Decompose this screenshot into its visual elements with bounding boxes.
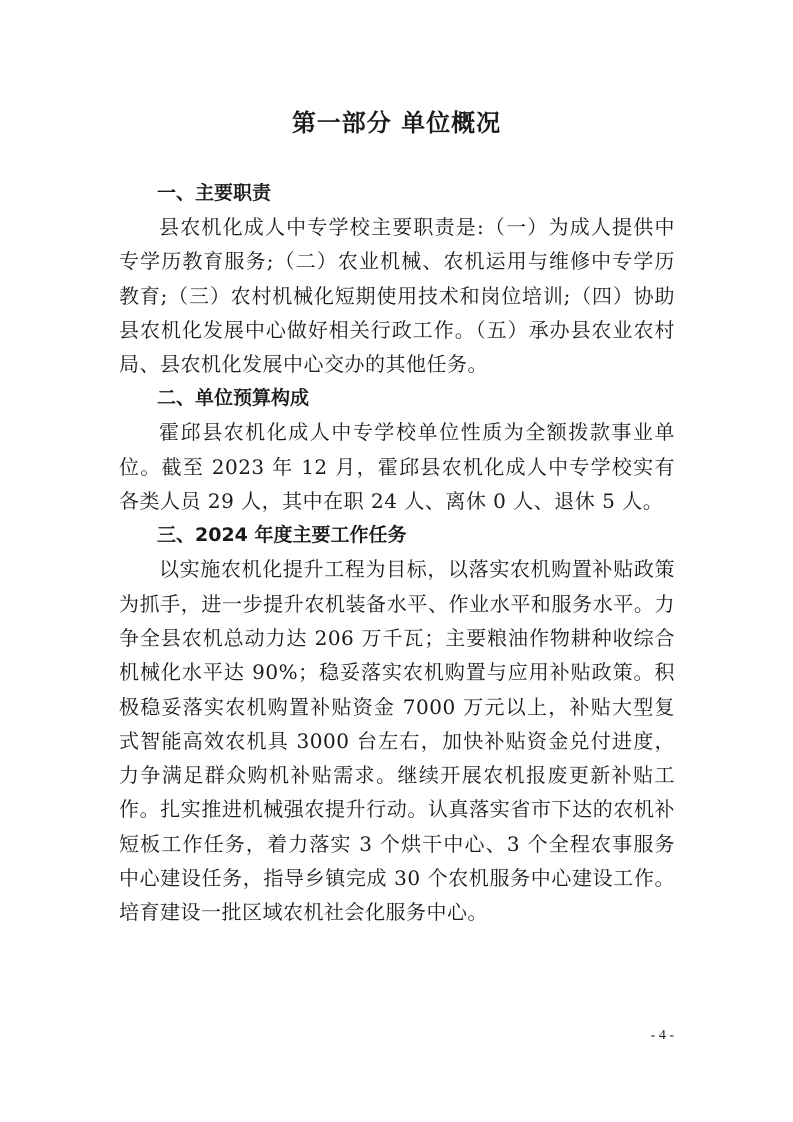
page-number: - 4 - xyxy=(650,1028,674,1043)
section-work-tasks xyxy=(119,518,675,929)
section-paragraph: 县农机化成人中专学校主要职责是:（一）为成人提供中专学历教育服务;（二）农业机械、农机运用与维修中专学历教育;（三）农村机械化短期使用技术和岗位培训;（四）协助县农机化发展中心做好相关行政工作。（五）承办县农业农村局、县农机化发展中心交办的其他任务。 xyxy=(119,215,675,377)
section-heading: 三、2024 年度主要工作任务 xyxy=(157,524,407,547)
document-body xyxy=(119,176,675,930)
section-paragraph: 霍邱县农机化成人中专学校单位性质为全额拨款事业单位。截至 2023 年 12 月，霍邱县农机化成人中专学校实有各类人员 29 人，其中在职 24 人、离休 0 人、退休 5 人。 xyxy=(119,420,675,514)
section-budget-composition xyxy=(119,381,675,518)
section-paragraph: 以实施农机化提升工程为目标，以落实农机购置补贴政策为抓手，进一步提升农机装备水平、作业水平和服务水平。力争全县农机总动力达 206 万千瓦；主要粮油作物耕种收综合机械化水平达 90%；稳妥落实农机购置与应用补贴政策。积极稳妥落实农机购置补贴资金 7000 万元以上，补贴大型复式智能高效农机具 3000 台左右，加快补贴资金兑付进度，力争满足群众购机补贴需求。继续开展农机报废更新补贴工作。扎实推进机械强农提升行动。认真落实省市下达的农机补短板工作任务，着力落实 3 个烘干中心、3 个全程农事服务中心建设任务，指导乡镇完成 30 个农机服务中心建设工作。培育建设一批区域农机社会化服务中心。 xyxy=(119,557,675,925)
section-heading: 二、单位预算构成 xyxy=(157,387,310,410)
section-main-duties xyxy=(119,176,675,381)
section-heading: 一、主要职责 xyxy=(157,182,272,204)
page-title: 第一部分 单位概况 xyxy=(291,109,502,137)
